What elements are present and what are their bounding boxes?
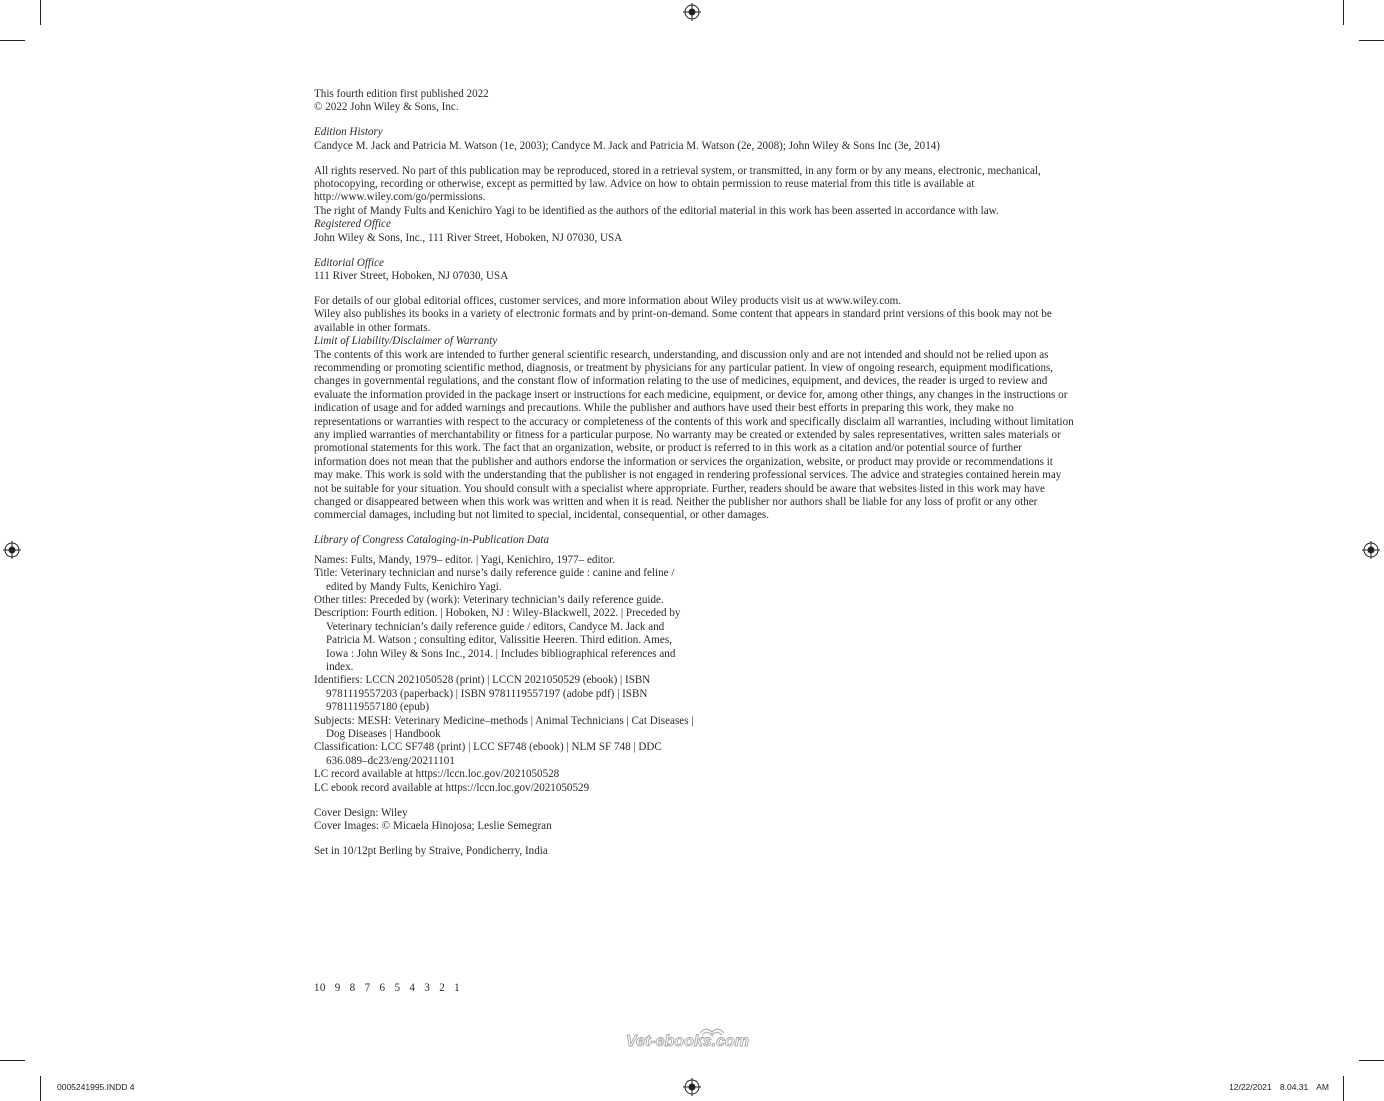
cip-entry: LC record available at https://lccn.loc.gov/2021050528 <box>314 768 560 781</box>
cip-heading: Library of Congress Cataloging-in-Publication Data <box>314 534 550 547</box>
edition-statement <box>314 88 1074 115</box>
registration-mark-icon <box>683 1078 701 1096</box>
edition-history <box>314 126 1074 153</box>
editorial-office <box>314 257 1074 284</box>
cip-entry: Title: Veterinary technician and nurse’s daily reference guide : canine and feline / edited by Mandy Fults, Kenichiro Yagi. <box>314 567 675 593</box>
cip-entry: Other titles: Preceded by (work): Veterinary technician’s daily reference guide. <box>314 593 664 606</box>
cip-entries <box>314 554 694 795</box>
slug-file-name: 0005241995.INDD 4 <box>57 1082 135 1092</box>
cover-images: Cover Images: © Micaela Hinojosa; Leslie Semegran <box>314 819 552 832</box>
crop-mark <box>40 0 41 25</box>
crop-mark <box>0 40 25 41</box>
crop-mark <box>0 1060 25 1061</box>
disclaimer <box>314 335 1074 523</box>
registered-office <box>314 218 1074 245</box>
watermark-text: Vet-ebooks.com <box>626 1033 749 1050</box>
edition-history-text: Candyce M. Jack and Patricia M. Watson (1e, 2003); Candyce M. Jack and Patricia M. Watson (2e, 2008); John Wiley & Sons Inc (3e, 2014) <box>314 139 940 152</box>
vet-ebooks-watermark-logo <box>622 1024 762 1052</box>
crop-mark <box>1359 1060 1384 1061</box>
copyright-line: © 2022 John Wiley & Sons, Inc. <box>314 101 459 114</box>
registration-mark-icon <box>1362 541 1380 559</box>
registered-office-text: John Wiley & Sons, Inc., 111 River Street, Hoboken, NJ 07030, USA <box>314 231 623 244</box>
editorial-office-heading: Editorial Office <box>314 256 384 269</box>
cip-entry: Classification: LCC SF748 (print) | LCC SF748 (ebook) | NLM SF 748 | DDC 636.089–dc23/eng/20211101 <box>314 741 662 767</box>
cip-entry: Identifiers: LCCN 2021050528 (print) | LCCN 2021050529 (ebook) | ISBN 9781119557203 (paperback) | ISBN 9781119557197 (adobe pdf) | ISBN 9781119557180 (epub) <box>314 674 651 714</box>
printer-line: 10 9 8 7 6 5 4 3 2 1 <box>314 982 460 994</box>
formats-paragraph: Wiley also publishes its books in a variety of electronic formats and by print-on-demand. Some content that appears in standard print versions of this book may not be available in other formats. <box>314 308 1052 334</box>
disclaimer-text: The contents of this work are intended to further general scientific research, understanding, and discussion only and are not intended and should not be relied upon as recommending or promoting scientific method, diagnosis, or treatment by physicians for any particular patient. In view of ongoing research, equipment modifications, changes in governmental regulations, and the constant flow of information relating to the use of medicines, equipment, and devices, the reader is urged to review and evaluate the information provided in the package insert or instructions for each medicine, equipment, or device for, among other things, any changes in the instructions or indication of usage and for added warnings and precautions. While the publisher and authors have used their best efforts in preparing this work, they make no representations or warranties with respect to the accuracy or completeness of the contents of this work and specifically disclaim all warranties, including without limitation any implied warranties of merchantability or fitness for a particular purpose. No warranty may be created or extended by sales representatives, written sales materials or promotional statements for this work. The fact that an organization, website, or product is referred to in this work as a citation and/or potential source of further information does not mean that the publisher and authors endorse the information or services the organization, website, or product may provide or recommendations it may make. This work is sold with the understanding that the publisher is not engaged in rendering professional services. The advice and strategies contained herein may not be suitable for your situation. You should consult with a specialist where appropriate. Further, readers should be aware that websites listed in this work may have changed or disappeared between when this work was written and when it is read. Neither the publisher nor authors shall be liable for any loss of profit or any other commercial damages, including but not limited to special, incidental, consequential, or other damages. <box>314 348 1074 522</box>
registered-office-heading: Registered Office <box>314 218 391 231</box>
registration-mark-icon <box>683 3 701 21</box>
disclaimer-heading: Limit of Liability/Disclaimer of Warranty <box>314 335 498 348</box>
cip-entry: Subjects: MESH: Veterinary Medicine–methods | Animal Technicians | Cat Diseases | Dog Diseases | Handbook <box>314 714 694 740</box>
cip-entry: LC ebook record available at https://lccn.loc.gov/2021050529 <box>314 781 590 794</box>
first-published-line: This fourth edition first published 2022 <box>314 88 489 100</box>
edition-history-heading: Edition History <box>314 126 383 139</box>
details-paragraph: For details of our global editorial offices, customer services, and more information about Wiley products visit us at www.wiley.com. <box>314 294 902 307</box>
cip-data <box>314 534 1074 795</box>
crop-mark <box>40 1076 41 1101</box>
crop-mark <box>1359 40 1384 41</box>
rights-paragraph: All rights reserved. No part of this publication may be reproduced, stored in a retrieval system, or transmitted, in any form or by any means, electronic, mechanical, photocopying, recording or otherwise, except as permitted by law. Advice on how to obtain permission to reuse material from this title is available at http://www.wiley.com/go/permissions. <box>314 164 1041 204</box>
cover-design: Cover Design: Wiley <box>314 806 408 819</box>
registration-mark-icon <box>3 541 21 559</box>
editorial-office-text: 111 River Street, Hoboken, NJ 07030, USA <box>314 269 509 282</box>
copyright-page <box>314 88 1074 858</box>
cover-credits <box>314 807 1074 834</box>
typeset-line: Set in 10/12pt Berling by Straive, Pondicherry, India <box>314 844 548 857</box>
crop-mark <box>1343 1076 1344 1101</box>
cip-entry: Description: Fourth edition. | Hoboken, NJ : Wiley-Blackwell, 2022. | Preceded by Veterinary technician’s daily reference guide / editors, Candyce M. Jack and Patricia M. Watson ; consulting editor, Valissitie Heeren. Third edition. Ames, Iowa : John Wiley & Sons Inc., 2014. | Includes bibliographical references and index. <box>314 607 681 673</box>
crop-mark <box>1343 0 1344 25</box>
slug-timestamp: 12/22/2021 8.04.31 AM <box>1229 1082 1329 1092</box>
cip-entry: Names: Fults, Mandy, 1979– editor. | Yagi, Kenichiro, 1977– editor. <box>314 553 616 566</box>
authors-right-paragraph: The right of Mandy Fults and Kenichiro Yagi to be identified as the authors of the editorial material in this work has been asserted in accordance with law. <box>314 204 999 217</box>
